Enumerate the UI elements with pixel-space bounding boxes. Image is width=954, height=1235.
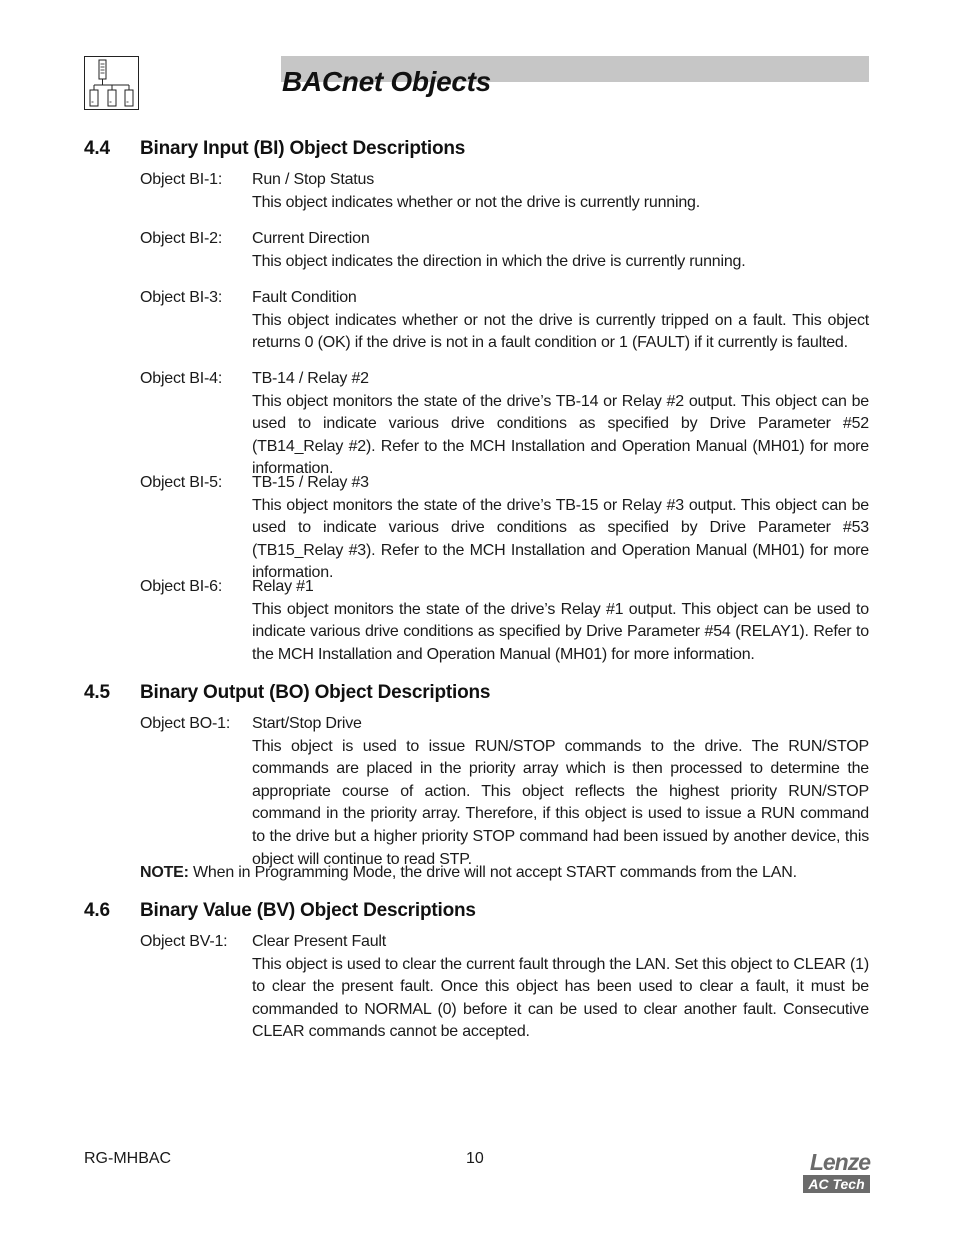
- object-description: This object indicates whether or not the drive is currently running.: [252, 193, 700, 211]
- section-title: Binary Output (BO) Object Descriptions: [140, 682, 491, 703]
- object-entry-bi-4: [140, 368, 869, 481]
- section-number: 4.6: [84, 900, 110, 921]
- programming-mode-note: [140, 862, 869, 885]
- object-label: Object BI-4:: [140, 370, 223, 387]
- page-number: 10: [466, 1150, 484, 1167]
- object-name: Current Direction: [252, 230, 370, 247]
- object-name: Fault Condition: [252, 289, 357, 306]
- object-entry-bv-1: [140, 931, 869, 1044]
- object-name: Clear Present Fault: [252, 933, 387, 950]
- object-description: This object monitors the state of the drive’s Relay #1 output. This object can be used to indicate various drive conditions as specified by Drive Parameter #54 (RELAY1). Refer to the MCH Installation and Operation Manual (MH01) for more information.: [252, 600, 869, 663]
- object-name: TB-15 / Relay #3: [252, 474, 369, 491]
- object-name: TB-14 / Relay #2: [252, 370, 369, 387]
- note-label: NOTE:: [140, 864, 189, 881]
- object-label: Object BI-6:: [140, 578, 223, 595]
- section-title: Binary Value (BV) Object Descriptions: [140, 900, 476, 921]
- section-heading-4-4: [84, 138, 465, 160]
- object-entry-bi-6: [140, 576, 869, 666]
- object-description: This object indicates whether or not the drive is currently tripped on a fault. This object returns 0 (OK) if the drive is not in a fault condition or 1 (FAULT) if it currently is faulted.: [252, 311, 869, 352]
- object-name: Run / Stop Status: [252, 171, 375, 188]
- document-id: RG-MHBAC: [84, 1150, 172, 1167]
- object-label: Object BI-1:: [140, 171, 223, 188]
- object-description: This object indicates the direction in which the drive is currently running.: [252, 252, 746, 270]
- object-entry-bi-2: [140, 228, 869, 273]
- object-label: Object BV-1:: [140, 933, 228, 950]
- object-description: This object monitors the state of the drive’s TB-14 or Relay #2 output. This object can be used to indicate various drive conditions as specified by Drive Parameter #52 (TB14_Relay #2). Refer to the MCH Installation and Operation Manual (MH01) for more information.: [252, 392, 869, 478]
- lenze-ac-tech-logo: [803, 1150, 870, 1193]
- section-heading-4-5: [84, 682, 490, 704]
- object-entry-bi-5: [140, 472, 869, 585]
- object-description: This object is used to clear the current fault through the LAN. Set this object to CLEAR (1) to clear the present fault. Once this object has been used to clear a fault, it must be commanded to NORMAL (0) before it can be used to clear another fault. Consecutive CLEAR commands cannot be accepted.: [252, 955, 869, 1041]
- brand-sub: AC Tech: [803, 1175, 870, 1193]
- object-name: Start/Stop Drive: [252, 715, 362, 732]
- object-entry-bo-1: [140, 713, 869, 871]
- object-name: Relay #1: [252, 578, 314, 595]
- section-number: 4.4: [84, 138, 110, 159]
- object-label: Object BI-5:: [140, 474, 223, 491]
- object-label: Object BI-3:: [140, 289, 223, 306]
- object-description: This object monitors the state of the drive’s TB-15 or Relay #3 output. This object can be used to indicate various drive conditions as specified by Drive Parameter #53 (TB15_Relay #3). Refer to the MCH Installation and Operation Manual (MH01) for more information.: [252, 496, 869, 582]
- brand-name: Lenze: [809, 1149, 870, 1175]
- section-heading-4-6: [84, 900, 476, 922]
- object-label: Object BI-2:: [140, 230, 223, 247]
- object-description: This object is used to issue RUN/STOP commands to the drive. The RUN/STOP commands are placed in the priority array which is then processed to determine the appropriate course of action. This object reflects the highest priority RUN/STOP command in the priority array. Therefore, if this object is used to issue a RUN command to the drive but a higher priority STOP command had been issued by another device, this object will continue to read STP.: [252, 737, 869, 868]
- note-text: When in Programming Mode, the drive will not accept START commands from the LAN.: [188, 864, 797, 881]
- network-diagram-icon: [84, 56, 139, 110]
- section-number: 4.5: [84, 682, 110, 703]
- object-entry-bi-1: [140, 169, 869, 214]
- section-title: Binary Input (BI) Object Descriptions: [140, 138, 466, 159]
- object-entry-bi-3: [140, 287, 869, 355]
- page-title: BACnet Objects: [282, 66, 491, 97]
- object-label: Object BO-1:: [140, 715, 231, 732]
